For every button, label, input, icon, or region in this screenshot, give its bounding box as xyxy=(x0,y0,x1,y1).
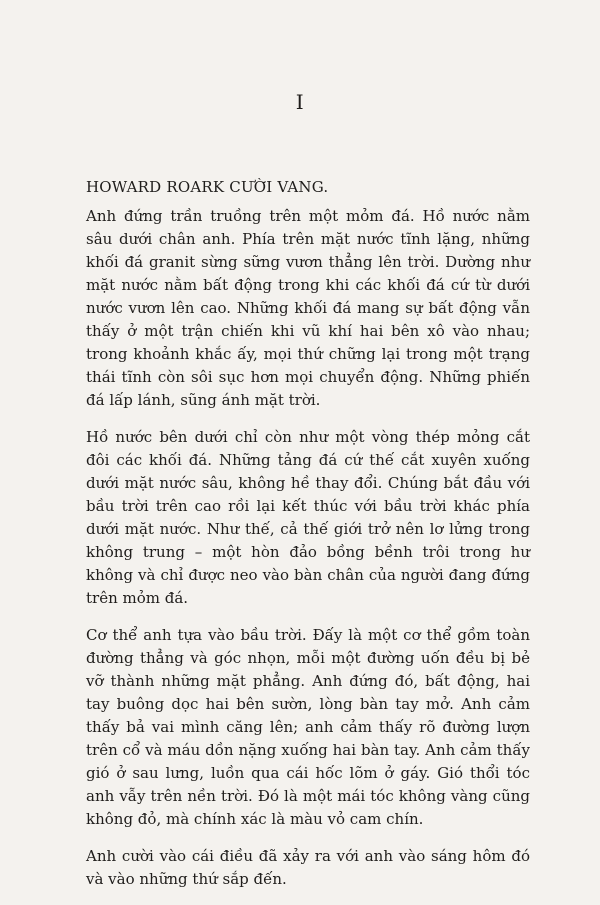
paragraph-3: Cơ thể anh tựa vào bầu trời. Đấy là một cơ thể gồm toàn đường thẳng và góc nhọn, mỗi một đường uốn đều bị bẻ vỡ thành những mặt phẳng. Anh đứng đó, bất động, hai tay buông dọc hai bên sườn, lòng bàn tay mở. Anh cảm thấy bả vai mình căng lên; anh cảm thấy rõ đường lượn trên cổ và máu dồn nặng xuống hai bàn tay. Anh cảm thấy gió ở sau lưng, luồn qua cái hốc lõm ở gáy. Gió thổi tóc anh vẫy trên nền trời. Đó là một mái tóc không vàng cũng không đỏ, mà chính xác là màu vỏ cam chín. xyxy=(86,626,530,828)
paragraph-1: Anh đứng trần truồng trên một mỏm đá. Hồ nước nằm sâu dưới chân anh. Phía trên mặt nước tĩnh lặng, những khối đá granit sừng sững vươn thẳng lên trời. Dường như mặt nước nằm bất động trong khi các khối đá cứ từ dưới nước vươn lên cao. Những khối đá mang sự bất động vẫn thấy ở một trận chiến khi vũ khí hai bên xô vào nhau; trong khoảnh khắc ấy, mọi thứ chững lại trong một trạng thái tĩnh còn sôi sục hơn mọi chuyển động. Những phiến đá lấp lánh, sũng ánh mặt trời. xyxy=(86,207,530,409)
paragraph-4: Anh cười vào cái điều đã xảy ra với anh vào sáng hôm đó và vào những thứ sắp đến. xyxy=(86,847,530,888)
opening-line: HOWARD ROARK CƯỜI VANG. xyxy=(86,178,329,196)
body-text xyxy=(86,205,530,905)
chapter-number: I xyxy=(295,90,305,114)
paragraph-2: Hồ nước bên dưới chỉ còn như một vòng thép mỏng cắt đôi các khối đá. Những tảng đá cứ thế cắt xuyên xuống dưới mặt nước sâu, không hề thay đổi. Chúng bắt đầu với bầu trời trên cao rồi lại kết thúc với bầu trời khác phía dưới mặt nước. Như thế, cả thế giới trở nên lơ lửng trong không trung – một hòn đảo bồng bềnh trôi trong hư không và chỉ được neo vào bàn chân của người đang đứng trên mỏm đá. xyxy=(86,428,530,607)
